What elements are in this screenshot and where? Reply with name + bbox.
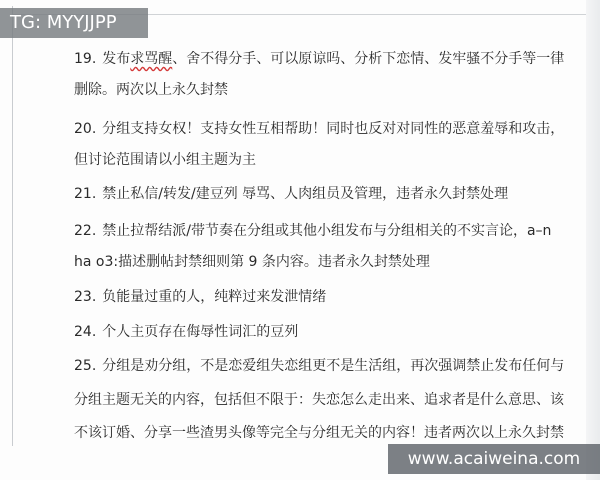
rule-19-number: 19. bbox=[74, 51, 97, 67]
rule-20-line-1 bbox=[74, 120, 564, 138]
rule-25-text: 分组是劝分组，不是恋爱组失恋组更不是生活组，再次强调禁止发布任何与 bbox=[102, 358, 565, 374]
rule-22-line-2: ha o3:描述删帖封禁细则第 9 条内容。违者永久封禁处理 bbox=[74, 254, 430, 270]
rule-22-text: 禁止拉帮结派/带节奏在分组或其他小组发布与分组相关的不实言论，a–n bbox=[102, 223, 552, 239]
left-rule bbox=[12, 6, 13, 446]
rule-25-line-2: 分组主题无关的内容，包括但不限于：失恋怎么走出来、追求者是什么意思、该 bbox=[74, 392, 564, 408]
rule-21-number: 21. bbox=[74, 186, 97, 202]
rule-25-line-3: 不该订婚、分享一些渣男头像等完全与分组无关的内容！违者两次以上永久封禁 bbox=[74, 425, 564, 441]
rule-24-line-1 bbox=[74, 323, 298, 341]
rule-24-number: 24. bbox=[74, 324, 97, 340]
rule-20-text: 分组支持女权！支持女性互相帮助！同时也反对对同性的恶意羞辱和攻击， bbox=[102, 121, 565, 137]
rule-19-highlight: 求骂醒 bbox=[130, 51, 173, 67]
rule-20-number: 20. bbox=[74, 121, 97, 137]
rule-19-text-pre: 发布 bbox=[102, 51, 131, 67]
rule-24-text: 个人主页存在侮辱性词汇的豆列 bbox=[102, 324, 299, 340]
page-edge bbox=[586, 0, 600, 480]
watermark-bottom-right: www.acaiweina.com bbox=[388, 444, 600, 474]
rule-19-line-2: 删除。两次以上永久封禁 bbox=[74, 82, 228, 98]
rule-22-number: 22. bbox=[74, 223, 97, 239]
rule-23-number: 23. bbox=[74, 289, 97, 305]
rule-25-number: 25. bbox=[74, 358, 97, 374]
rule-23-text: 负能量过重的人，纯粹过来发泄情绪 bbox=[102, 289, 327, 305]
rule-22-line-1 bbox=[74, 222, 551, 240]
watermark-top-left: TG: MYYJJPP bbox=[0, 8, 148, 38]
rule-19-line-1 bbox=[74, 50, 564, 68]
rule-21-text: 禁止私信/转发/建豆列 辱骂、人肉组员及管理，违者永久封禁处理 bbox=[102, 186, 509, 202]
rule-23-line-1 bbox=[74, 288, 326, 306]
rule-20-line-2: 但讨论范围请以小组主题为主 bbox=[74, 152, 256, 168]
rule-21-line-1 bbox=[74, 185, 508, 203]
rule-19-text-post: 、舍不得分手、可以原谅吗、分析下恋情、发牢骚不分手等一律 bbox=[172, 51, 565, 67]
rule-25-line-1 bbox=[74, 357, 564, 375]
